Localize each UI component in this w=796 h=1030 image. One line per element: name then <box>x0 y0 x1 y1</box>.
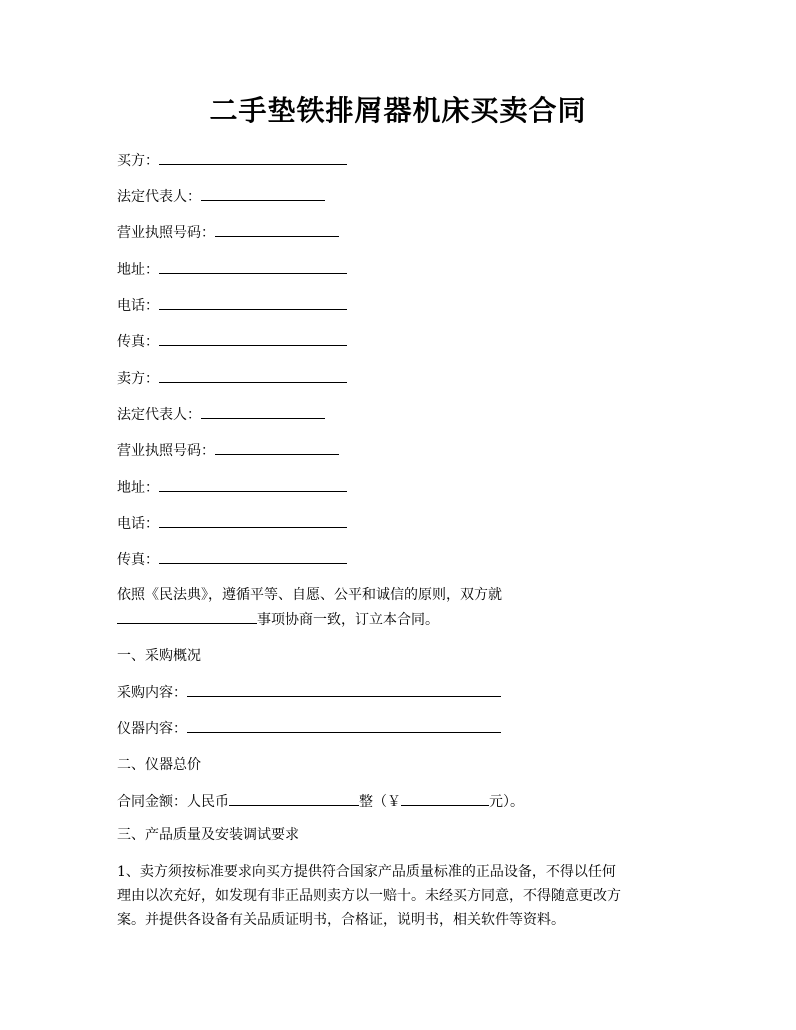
buyer-license-row <box>117 222 339 243</box>
instrument-content-label: 仪器内容： <box>117 721 187 737</box>
seller-name-label: 卖方： <box>117 371 159 387</box>
seller-license-label: 营业执照号码： <box>117 443 215 459</box>
amount-mid: 整（￥ <box>359 794 401 810</box>
seller-phone-row <box>117 513 347 534</box>
buyer-fax-blank[interactable] <box>159 331 347 346</box>
buyer-address-label: 地址： <box>117 262 159 278</box>
buyer-name-label: 买方： <box>117 153 159 169</box>
seller-fax-label: 传真： <box>117 552 159 568</box>
seller-address-row <box>117 477 347 498</box>
section3-heading: 三、产品质量及安装调试要求 <box>117 827 299 843</box>
buyer-license-blank[interactable] <box>215 222 339 237</box>
seller-name-row <box>117 368 347 389</box>
seller-address-label: 地址： <box>117 480 159 496</box>
purchase-content-row <box>117 682 501 703</box>
buyer-rep-row <box>117 186 325 207</box>
buyer-fax-label: 传真： <box>117 334 159 350</box>
amount-number-blank[interactable] <box>401 791 489 806</box>
preamble-subject-blank[interactable] <box>117 609 257 624</box>
amount-words-blank[interactable] <box>229 791 359 806</box>
preamble-line2-suffix: 事项协商一致，订立本合同。 <box>257 612 439 628</box>
amount-suffix: 元）。 <box>489 794 524 810</box>
buyer-rep-blank[interactable] <box>201 186 325 201</box>
seller-rep-row <box>117 404 325 425</box>
clause1-line2: 理由以次充好，如发现有非正品则卖方以一赔十。未经买方同意，不得随意更改方 <box>117 888 621 904</box>
buyer-phone-blank[interactable] <box>159 295 347 310</box>
buyer-license-label: 营业执照号码： <box>117 225 215 241</box>
purchase-content-blank[interactable] <box>187 682 501 697</box>
seller-license-blank[interactable] <box>215 440 339 455</box>
seller-phone-label: 电话： <box>117 516 159 532</box>
buyer-phone-label: 电话： <box>117 298 159 314</box>
section2-heading: 二、仪器总价 <box>117 757 201 773</box>
seller-license-row <box>117 440 339 461</box>
instrument-content-row <box>117 718 501 739</box>
seller-fax-blank[interactable] <box>159 549 347 564</box>
buyer-name-blank[interactable] <box>159 150 347 165</box>
buyer-rep-label: 法定代表人： <box>117 189 201 205</box>
seller-name-blank[interactable] <box>159 368 347 383</box>
seller-fax-row <box>117 549 347 570</box>
buyer-address-row <box>117 259 347 280</box>
purchase-content-label: 采购内容： <box>117 685 187 701</box>
buyer-name-row <box>117 150 347 171</box>
contract-amount-row <box>117 791 524 812</box>
seller-address-blank[interactable] <box>159 477 347 492</box>
section1-heading: 一、采购概况 <box>117 648 201 664</box>
preamble-line2 <box>117 609 439 630</box>
seller-rep-blank[interactable] <box>201 404 325 419</box>
amount-prefix: 合同金额：人民币 <box>117 794 229 810</box>
instrument-content-blank[interactable] <box>187 718 501 733</box>
buyer-phone-row <box>117 295 347 316</box>
document-title: 二手垫铁排屑器机床买卖合同 <box>209 94 587 127</box>
buyer-fax-row <box>117 331 347 352</box>
seller-phone-blank[interactable] <box>159 513 347 528</box>
clause1-line3: 案。并提供各设备有关品质证明书，合格证，说明书，相关软件等资料。 <box>117 912 565 928</box>
buyer-address-blank[interactable] <box>159 259 347 274</box>
clause1-line1: 1、卖方须按标准要求向买方提供符合国家产品质量标准的正品设备，不得以任何 <box>117 864 616 880</box>
preamble-line1: 依照《民法典》，遵循平等、自愿、公平和诚信的原则，双方就 <box>117 587 502 603</box>
seller-rep-label: 法定代表人： <box>117 407 201 423</box>
